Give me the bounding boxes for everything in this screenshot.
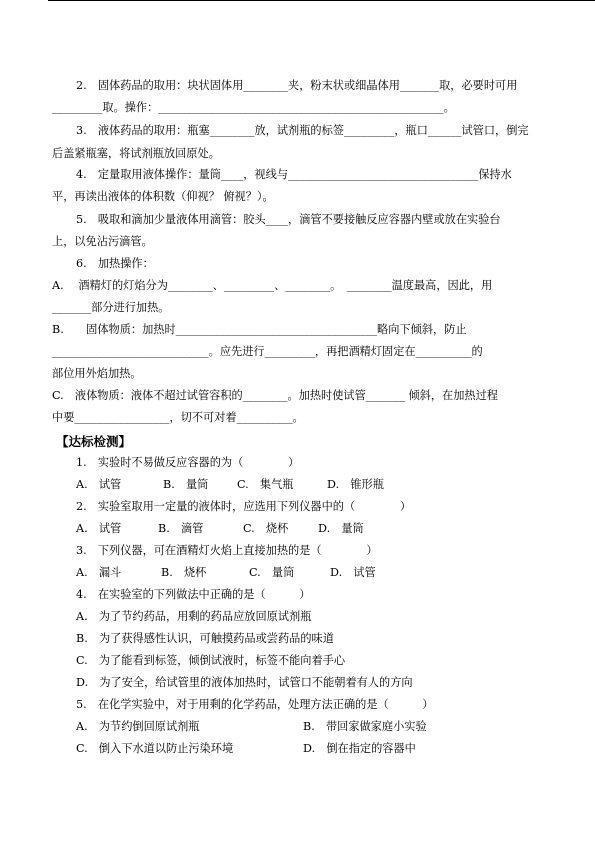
q4-option-c: C. 为了能看到标签，倾倒试液时，标签不能向着手心 (76, 654, 346, 667)
q4-option-b: B. 为了获得感性认识，可触摸药品或尝药品的味道 (76, 632, 334, 645)
item-4-line1: 4. 定量取用液体操作：量筒____，视线与__________________________________保持水 (76, 168, 512, 181)
q1-option-c: C. 集气瓶 (237, 478, 294, 491)
item-6-heading: 6. 加热操作： (76, 257, 154, 270)
q3-option-c: C. 量筒 (249, 566, 295, 579)
item-4-line2: 平，再读出液体的体积数（仰视？ 俯视？）。 (52, 190, 274, 203)
q2-option-a: A. 试管 (76, 522, 122, 535)
q4-option-a: A. 为了节约药品，用剩的药品应放回原试剂瓶 (76, 610, 312, 623)
question-3-stem: 3. 下列仪器，可在酒精灯火焰上直接加热的是（ ） (76, 544, 378, 557)
item-6a-line2: _______部分进行加热。 (52, 301, 170, 314)
q5-option-c: C. 倒入下水道以防止污染环境 (76, 742, 234, 755)
q1-option-b: B. 量筒 (163, 478, 209, 491)
q1-option-d: D. 锥形瓶 (327, 478, 384, 491)
item-2-line2: _________取。操作：___________________________________________________。 (52, 101, 455, 114)
q3-option-b: B. 烧杯 (161, 566, 207, 579)
q5-option-b: B. 带回家做家庭小实验 (303, 720, 427, 733)
item-2-line1: 2. 固体药品的取用：块状固体用________夹，粉末状或细晶体用_______取，必要时可用 (76, 79, 518, 92)
top-rule (48, 0, 595, 1)
q1-option-a: A. 试管 (76, 478, 122, 491)
item-3-line1: 3. 液体药品的取用：瓶塞________放，试剂瓶的标签_________，瓶口______试管口，倒完 (76, 124, 529, 137)
item-5-line1: 5. 吸取和滴加少量液体用滴管：胶头____，滴管不要接触反应容器内壁或放在实验台 (76, 213, 501, 226)
q2-option-d: D. 量筒 (318, 522, 364, 535)
question-4-stem: 4. 在实验室的下列做法中正确的是（ ） (76, 588, 311, 601)
q2-option-b: B. 滴管 (158, 522, 204, 535)
item-6c-line1: C. 液体物质：液体不超过试管容积的________。加热时使试管_______ 倾斜，在加热过程 (52, 389, 498, 402)
item-6a-line1: A. 酒精灯的灯焰分为________、_________、________。 ________温度最高，因此，用 (52, 279, 493, 292)
item-3-line2: 后盖紧瓶塞，将试剂瓶放回原处。 (52, 147, 220, 160)
q3-option-d: D. 试管 (330, 566, 376, 579)
q5-option-d: D. 倒在指定的容器中 (303, 742, 416, 755)
section-title: 【达标检测】 (56, 434, 132, 449)
q3-option-a: A. 漏斗 (76, 566, 122, 579)
q2-option-c: C. 烧杯 (243, 522, 289, 535)
question-2-stem: 2. 实验室取用一定量的液体时，应选用下列仪器中的（ ） (76, 500, 412, 513)
q5-option-a: A. 为节约倒回原试剂瓶 (76, 720, 200, 733)
item-6b-line1: B. 固体物质：加热时____________________________________略向下倾斜，防止 (52, 323, 467, 336)
q4-option-d: D. 为了安全，给试管里的液体加热时，试管口不能朝着有人的方向 (76, 676, 413, 689)
question-5-stem: 5. 在化学实验中，对于用剩的化学药品，处理方法正确的是（ ） (76, 698, 434, 711)
item-5-line2: 上，以免沾污滴管。 (52, 235, 153, 248)
item-6b-line3: 部位用外焰加热。 (52, 367, 142, 380)
item-6c-line2: 中要_________________，切不可对着__________。 (52, 411, 304, 424)
question-1-stem: 1. 实验时不易做反应容器的为（ ） (76, 456, 300, 469)
item-6b-line2: ____________________________。应先进行_________，再把酒精灯固定在__________的 (52, 345, 483, 358)
